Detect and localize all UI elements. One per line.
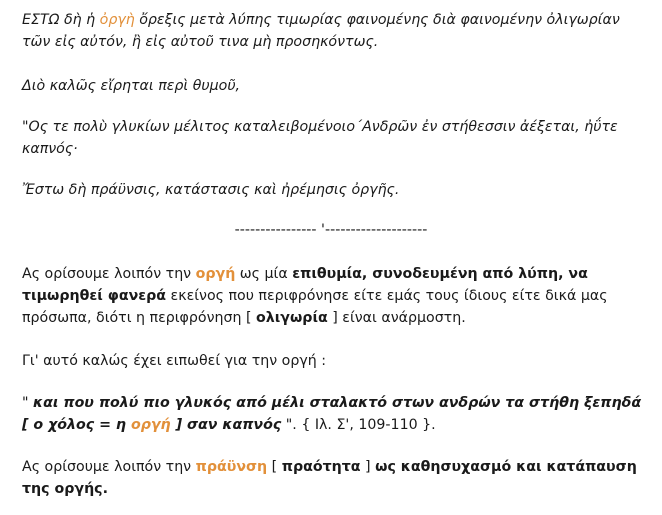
- text: ]: [360, 459, 376, 475]
- modern-paragraph-3: [22, 392, 647, 436]
- highlight-prayns: πράϋνση: [195, 459, 268, 475]
- text: ": [22, 395, 34, 411]
- bold-definition: επιθυμία, συνοδευμένη από λύπη, να τιμωρηθεί φανερά: [22, 266, 588, 304]
- text: Ας ορίσουμε λοιπόν την: [22, 459, 196, 475]
- modern-paragraph-2: Γι' αυτό καλώς έχει ειπωθεί για την οργή :: [22, 353, 327, 369]
- text: Ας ορίσουμε λοιπόν την: [22, 266, 196, 282]
- bold-definition: ως καθησυχασμό και κατάπαυση της οργής.: [22, 459, 637, 497]
- ancient-paragraph-4: Ἔστω δὴ πράϋνσις, κατάστασις καὶ ἠρέμησις ὀργῆς.: [22, 182, 400, 198]
- highlight-orgi: οργή: [195, 266, 236, 282]
- text: εκείνος που περιφρόνησε είτε εμάς τους ίδιους είτε δικά μας πρόσωπα, διότι η περιφρόνηση [: [22, 288, 608, 326]
- separator-line: ---------------- '--------------------: [234, 222, 428, 238]
- modern-paragraph-1: [22, 263, 647, 329]
- highlight-orgi: οργή: [130, 417, 171, 433]
- text: ΕΣΤΩ δὴ ἡ: [22, 12, 100, 28]
- modern-paragraph-4: [22, 456, 647, 500]
- text: [: [267, 459, 282, 475]
- bold-italic-quote: και που πολύ πιο γλυκός από μέλι σταλακτό στων ανδρών τα στήθη ξεπηδά [ ο χόλος = η: [22, 395, 642, 433]
- text: ως μία: [235, 266, 293, 282]
- ancient-paragraph-2: Διὸ καλῶς εἴρηται περὶ θυμοῦ,: [22, 78, 241, 94]
- text: ". { Ιλ. Σ', 109-110 }.: [281, 417, 436, 433]
- text: ὄρεξις μετὰ λύπης τιμωρίας φαινομένης διὰ φαινομένην ὀλιγωρίαν τῶν εἰς αὐτόν, ἢ εἰς αὐτοῦ τινα μὴ προσηκόντως.: [22, 12, 620, 50]
- ancient-paragraph-1: [22, 9, 647, 53]
- highlight-orgi: ὀργὴ: [99, 12, 135, 28]
- bold-term: ολιγωρία: [256, 310, 328, 326]
- ancient-paragraph-3: "Ος τε πολὺ γλυκίων μέλιτος καταλειβομένοιο΄Ανδρῶν ἐν στήθεσσιν ἀέξεται, ἠΰτε καπνός·: [22, 119, 618, 157]
- bold-italic-quote: ] σαν καπνός: [170, 417, 282, 433]
- bold-term: πραότητα: [281, 459, 361, 475]
- text: ] είναι ανάρμοστη.: [327, 310, 466, 326]
